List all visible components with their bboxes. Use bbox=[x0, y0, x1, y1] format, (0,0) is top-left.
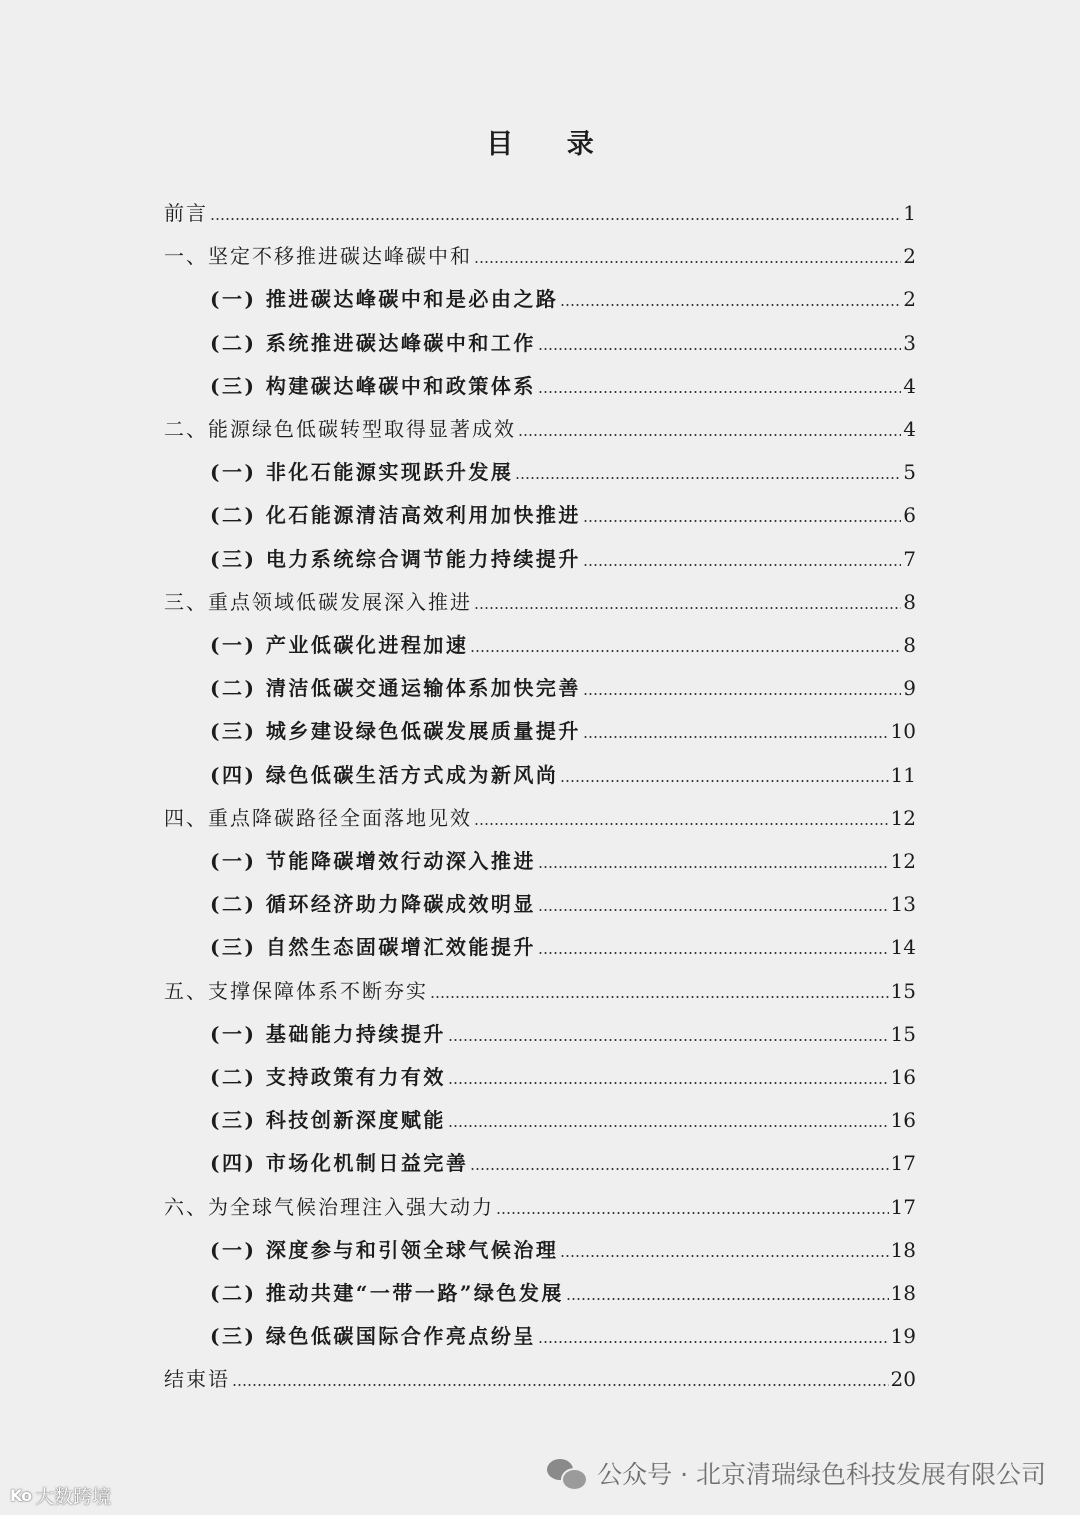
toc-subentry bbox=[210, 445, 916, 485]
toc-page-number: 15 bbox=[890, 1021, 916, 1046]
dot-leader bbox=[470, 650, 901, 652]
dot-leader bbox=[474, 823, 889, 825]
toc-entry-label: 四、重点降碳路径全面落地见效 bbox=[164, 805, 472, 830]
dot-leader bbox=[583, 693, 901, 695]
toc-entry-label: (三) 电力系统综合调节能力持续提升 bbox=[210, 546, 581, 571]
toc-subentry bbox=[210, 661, 916, 701]
toc-entry-label: 结束语 bbox=[164, 1367, 230, 1392]
toc-entry-label: (四) 市场化机制日益完善 bbox=[210, 1151, 469, 1176]
dot-leader bbox=[538, 909, 889, 911]
dot-leader bbox=[448, 1082, 889, 1084]
toc-page-number: 12 bbox=[890, 805, 916, 830]
toc-title: 目 录 bbox=[486, 129, 616, 160]
toc-subentry bbox=[210, 704, 916, 744]
toc-subentry bbox=[210, 618, 916, 658]
toc-entry-label: (二) 系统推进碳达峰碳中和工作 bbox=[210, 330, 536, 355]
toc-page-number: 13 bbox=[890, 892, 916, 917]
toc-entry-label: (三) 科技创新深度赋能 bbox=[210, 1108, 446, 1133]
dot-leader bbox=[232, 1384, 889, 1386]
watermark-right-text: 公众号 · 北京清瑞绿色科技发展有限公司 bbox=[597, 1460, 1046, 1489]
toc-page-number: 5 bbox=[903, 460, 916, 485]
toc-page-number: 9 bbox=[903, 676, 916, 701]
toc-page-number: 20 bbox=[890, 1367, 916, 1392]
dot-leader bbox=[560, 1255, 888, 1257]
toc-page-number: 19 bbox=[890, 1324, 916, 1349]
toc-entry-label: (一) 基础能力持续提升 bbox=[210, 1021, 446, 1046]
dot-leader bbox=[448, 1125, 889, 1127]
watermark-logo: Ko bbox=[10, 1486, 32, 1505]
toc-subentry bbox=[210, 532, 916, 572]
dot-leader bbox=[538, 866, 889, 868]
dot-leader bbox=[538, 348, 901, 350]
toc-page-number: 3 bbox=[903, 330, 916, 355]
toc-page-number: 12 bbox=[890, 849, 916, 873]
dot-leader bbox=[430, 996, 889, 998]
toc-entry-label: 六、为全球气候治理注入强大动力 bbox=[164, 1194, 494, 1219]
wechat-icon bbox=[547, 1457, 587, 1489]
toc-subentry bbox=[210, 316, 916, 356]
toc-page-number: 17 bbox=[890, 1194, 916, 1219]
dot-leader bbox=[538, 1341, 889, 1343]
toc-entry-label: (二) 推动共建“一带一路”绿色发展 bbox=[210, 1281, 564, 1305]
dot-leader bbox=[566, 1298, 889, 1300]
toc-entry-label: 五、支撑保障体系不断夯实 bbox=[164, 978, 428, 1003]
toc-entry-label: (二) 清洁低碳交通运输体系加快完善 bbox=[210, 676, 581, 701]
toc-page-number: 6 bbox=[903, 503, 916, 528]
toc-page-number: 2 bbox=[903, 244, 916, 269]
dot-leader bbox=[210, 218, 901, 220]
toc-entry bbox=[164, 229, 916, 269]
toc-entry bbox=[164, 1180, 916, 1220]
toc-entry bbox=[164, 402, 916, 442]
toc-page-number: 16 bbox=[890, 1065, 916, 1089]
toc-entry-label: (四) 绿色低碳生活方式成为新风尚 bbox=[210, 762, 559, 787]
toc-subentry bbox=[210, 834, 916, 874]
toc-entry-label: (二) 循环经济助力降碳成效明显 bbox=[210, 892, 536, 917]
toc-page-number: 16 bbox=[890, 1108, 916, 1133]
toc-entry-label: (二) 支持政策有力有效 bbox=[210, 1065, 446, 1089]
toc-entry-label: (二) 化石能源清洁高效利用加快推进 bbox=[210, 503, 581, 528]
toc-page-number: 4 bbox=[903, 373, 916, 398]
dot-leader bbox=[474, 261, 901, 263]
toc-subentry bbox=[210, 920, 916, 960]
toc-entry bbox=[164, 964, 916, 1004]
toc-page-number: 7 bbox=[903, 546, 916, 571]
toc-subentry bbox=[210, 1136, 916, 1176]
dot-leader bbox=[448, 1039, 889, 1041]
toc-entry-label: 前言 bbox=[164, 201, 208, 225]
toc-page-number: 8 bbox=[903, 589, 916, 614]
toc-page-number: 2 bbox=[903, 287, 916, 312]
dot-leader bbox=[583, 564, 901, 566]
toc-page-number: 11 bbox=[890, 762, 916, 787]
toc-subentry bbox=[210, 877, 916, 917]
toc-entry-label: 二、能源绿色低碳转型取得显著成效 bbox=[164, 417, 516, 441]
toc-subentry bbox=[210, 1050, 916, 1090]
toc-entry-label: (一) 节能降碳增效行动深入推进 bbox=[210, 849, 536, 873]
toc-page-number: 14 bbox=[890, 935, 916, 960]
dot-leader bbox=[583, 736, 889, 738]
watermark-left-text: 大数跨境 bbox=[35, 1486, 112, 1508]
toc-entry-label: (一) 非化石能源实现跃升发展 bbox=[210, 460, 514, 485]
toc-page-number: 4 bbox=[903, 417, 916, 441]
toc-subentry bbox=[210, 748, 916, 788]
dot-leader bbox=[583, 520, 901, 522]
toc-subentry bbox=[210, 1309, 916, 1349]
dot-leader bbox=[470, 1168, 888, 1170]
toc-page-number: 18 bbox=[890, 1281, 916, 1305]
toc-entry-label: 一、坚定不移推进碳达峰碳中和 bbox=[164, 244, 472, 269]
dot-leader bbox=[496, 1212, 889, 1214]
toc-subentry bbox=[210, 272, 916, 312]
dot-leader bbox=[560, 304, 901, 306]
toc-subentry bbox=[210, 359, 916, 399]
dot-leader bbox=[538, 952, 889, 954]
dot-leader bbox=[538, 391, 901, 393]
toc-entry bbox=[164, 186, 916, 226]
toc-subentry bbox=[210, 488, 916, 528]
toc-entry-label: (三) 城乡建设绿色低碳发展质量提升 bbox=[210, 719, 581, 744]
toc-entry-label: (一) 深度参与和引领全球气候治理 bbox=[210, 1237, 559, 1262]
toc-entry-label: (三) 构建碳达峰碳中和政策体系 bbox=[210, 373, 536, 398]
toc-entry-label: 三、重点领域低碳发展深入推进 bbox=[164, 589, 472, 614]
toc-entry-label: (一) 产业低碳化进程加速 bbox=[210, 633, 469, 657]
toc-page-number: 8 bbox=[903, 633, 916, 657]
toc-subentry bbox=[210, 1093, 916, 1133]
toc-entry bbox=[164, 791, 916, 831]
toc-entry bbox=[164, 1352, 916, 1392]
watermark-dashujiajing bbox=[10, 1482, 111, 1509]
watermark-wechat bbox=[547, 1455, 1046, 1491]
toc-subentry bbox=[210, 1223, 916, 1263]
dot-leader bbox=[474, 607, 901, 609]
toc-page-number: 10 bbox=[890, 719, 916, 744]
dot-leader bbox=[515, 477, 901, 479]
dot-leader bbox=[518, 434, 901, 436]
toc-subentry bbox=[210, 1007, 916, 1047]
dot-leader bbox=[560, 780, 888, 782]
toc-subentry bbox=[210, 1266, 916, 1306]
toc-entry bbox=[164, 575, 916, 615]
toc-page-number: 15 bbox=[890, 978, 916, 1003]
toc-page-number: 18 bbox=[890, 1237, 916, 1262]
toc-page-number: 17 bbox=[890, 1151, 916, 1176]
toc-entry-label: (一) 推进碳达峰碳中和是必由之路 bbox=[210, 287, 559, 312]
toc-page-number: 1 bbox=[903, 201, 916, 225]
toc-entry-label: (三) 绿色低碳国际合作亮点纷呈 bbox=[210, 1324, 536, 1349]
toc-entry-label: (三) 自然生态固碳增汇效能提升 bbox=[210, 935, 536, 960]
